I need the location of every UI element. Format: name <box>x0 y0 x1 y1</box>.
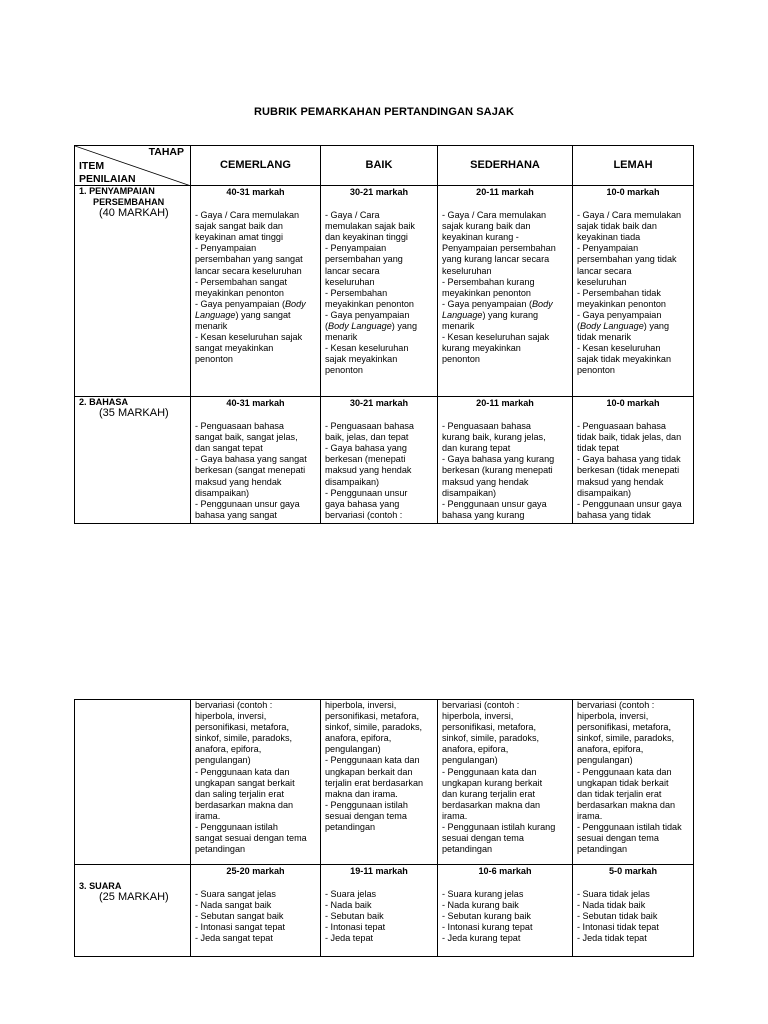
cell-text-line: lancar secara keseluruhan <box>195 265 302 276</box>
cell-text-line: sajak meyakinkan <box>325 354 398 365</box>
cell-text-line: berkesan (kurang menepati <box>442 465 553 476</box>
cell-text-line: hiperbola, inversi, <box>195 711 267 722</box>
cell-text-line: - Persembahan kurang <box>442 276 535 287</box>
cell-text-line: sajak tidak baik dan <box>577 221 657 232</box>
cell-text-line: - Intonasi tidak tepat <box>577 922 659 933</box>
cell-text-line: petandingan <box>325 822 376 833</box>
cell-text-line: - Suara kurang jelas <box>442 889 524 900</box>
cell-text-line: bahasa yang kurang <box>442 509 525 520</box>
criterion-bahasa-continued <box>75 700 191 865</box>
cell-text-line: disampaikan) <box>325 476 380 487</box>
cell-text-line: ungkapan berkait dan <box>325 766 413 777</box>
cell-text-line: bervariasi (contoh : <box>325 509 403 520</box>
cell-text-line: sajak kurang baik dan <box>442 221 531 232</box>
header-item-penilaian: ITEM PENILAIAN <box>79 160 136 185</box>
cell-text-line: dan kurang tepat <box>442 443 511 454</box>
cell-text-line: penonton <box>325 365 363 376</box>
cell-text-line: sinkof, simile, paradoks, <box>442 733 540 744</box>
cell-text-line: personifikasi, metafora, <box>442 722 537 733</box>
cell-suara-sederhana: 10-6 markah - Suara kurang jelas - Nada kurang baik - Sebutan kurang baik - Intonasi kurang tepat - Jeda kurang tepat <box>438 865 573 957</box>
row-suara <box>75 865 694 957</box>
cell-text-line: (Body Language) yang <box>325 321 418 332</box>
header-level-sederhana: SEDERHANA <box>438 146 573 186</box>
row-penyampaian <box>75 186 694 397</box>
cell-text-line: penonton <box>195 354 233 365</box>
cell-text-line: berkesan (tidak menepati <box>577 465 680 476</box>
cell-text-line: - Gaya / Cara memulakan <box>195 210 300 221</box>
cell-text-line: bahasa yang tidak <box>577 509 651 520</box>
cell-text-line: - Penguasaan bahasa <box>442 421 531 432</box>
cell-text-line: - Kesan keseluruhan sajak <box>442 332 550 343</box>
cell-text-line: - Gaya bahasa yang <box>325 443 407 454</box>
cell-text-line: bervariasi (contoh : <box>577 700 655 710</box>
cell-text-line: bahasa yang sangat <box>195 509 277 520</box>
cell-text-line: petandingan <box>195 844 246 855</box>
rubric-table-page2 <box>74 699 694 957</box>
cell-text-line: - Jeda tepat <box>325 933 374 944</box>
cell-text-line: - Gaya bahasa yang tidak <box>577 454 681 465</box>
cell-text-line: sajak sangat baik dan <box>195 221 283 232</box>
cell-text-line: - Penggunaan kata dan <box>195 766 290 777</box>
cell-text-line: maksud yang hendak <box>442 476 529 487</box>
cell-text-line: - Sebutan tidak baik <box>577 911 658 922</box>
cell-penyampaian-lemah: 10-0 markah - Gaya / Cara memulakan sajak tidak baik dan keyakinan tiada - Penyampaian persembahan yang tidak lancar secara keseluruhan - Persembahan tidak meyakinkan penonton - Gaya penyampaian (Body Language) yang tidak menarik - Kesan keseluruhan sajak tidak meyakinkan penonton <box>573 186 694 397</box>
cell-text-line: - Penggunaan kata dan <box>442 766 537 777</box>
cell-text-line: keyakinan tiada <box>577 232 641 243</box>
cell-text-line: hiperbola, inversi, <box>442 711 514 722</box>
cell-text-line: - Penggunaan kata dan <box>325 755 420 766</box>
cell-text-line: sangat meyakinkan <box>195 343 274 354</box>
cell-suara-lemah: 5-0 markah - Suara tidak jelas - Nada tidak baik - Sebutan tidak baik - Intonasi tidak tepat - Jeda tidak tepat <box>573 865 694 957</box>
cell-bahasa-cemerlang: 40-31 markah - Penguasaan bahasa sangat baik, sangat jelas, dan sangat tepat - Gaya bahasa yang sangat berkesan (sangat menepati maksud yang hendak disampaikan) - Penggunaan unsur gaya bahasa yang sangat <box>191 397 321 524</box>
cell-text-line: memulakan sajak baik <box>325 221 415 232</box>
cell-text-line: - Penyampaian <box>577 243 639 254</box>
cell-text-line: - Penyampaian <box>195 243 257 254</box>
header-level-lemah: LEMAH <box>573 146 694 186</box>
cell-text-line: - Kesan keseluruhan sajak <box>195 332 303 343</box>
cell-text-line: - Gaya penyampaian (Body <box>442 298 553 309</box>
cell-text-line: persembahan yang <box>325 254 403 265</box>
cell-text-line: lancar secara <box>325 265 380 276</box>
cell-text-line: sesuai dengan tema <box>442 833 524 844</box>
cell-text-line: yang kurang lancar secara <box>442 254 550 265</box>
header-level-cemerlang: CEMERLANG <box>191 146 321 186</box>
cell-text-line: dan kurang terjalin erat <box>442 788 536 799</box>
cell-text-line: sinkof, simile, paradoks, <box>325 722 423 733</box>
cell-text-line: pengulangan) <box>577 755 633 766</box>
cell-penyampaian-baik: 30-21 markah - Gaya / Cara memulakan sajak baik dan keyakinan tinggi - Penyampaian persembahan yang lancar secara keseluruhan - Persembahan meyakinkan penonton - Gaya penyampaian (Body Language) yang menarik - Kesan keseluruhan sajak meyakinkan penonton <box>321 186 438 397</box>
cell-text-line: - Penggunaan unsur gaya <box>577 498 682 509</box>
cell-text-line: meyakinkan penonton <box>442 287 531 298</box>
cell-text-line: - Suara tidak jelas <box>577 889 650 900</box>
cell-text-line: (Body Language) yang <box>577 321 670 332</box>
cell-suara-cemerlang: 25-20 markah - Suara sangat jelas - Nada sangat baik - Sebutan sangat baik - Intonasi sangat tepat - Jeda sangat tepat <box>191 865 321 957</box>
cell-text-line: anafora, epifora, <box>577 744 644 755</box>
cell-text-line: - Gaya / Cara memulakan <box>442 210 547 221</box>
criterion-suara: 3. SUARA (25 MARKAH) <box>75 865 191 957</box>
cell-text-line: - Gaya / Cara memulakan <box>577 210 682 221</box>
cell-text-line: - Gaya penyampaian <box>577 309 662 320</box>
cell-text-line: - Penguasaan bahasa <box>195 421 284 432</box>
cell-text-line: - Nada tidak baik <box>577 900 646 911</box>
cell-text-line: - Penggunaan unsur gaya <box>195 498 300 509</box>
cell-text-line: sangat baik, sangat jelas, <box>195 432 298 443</box>
cell-text-line: bervariasi (contoh : <box>195 700 273 710</box>
cell-text-line: sesuai dengan tema <box>577 833 659 844</box>
cell-bahasa-cont-cemerlang <box>191 700 321 865</box>
cell-bahasa-baik: 30-21 markah - Penguasaan bahasa baik, jelas, dan tepat - Gaya bahasa yang berkesan (menepati maksud yang hendak disampaikan) - Penggunaan unsur gaya bahasa yang bervariasi (contoh : <box>321 397 438 524</box>
cell-text-line: pengulangan) <box>325 744 381 755</box>
cell-text-line: - Kesan keseluruhan <box>325 343 409 354</box>
cell-text-line: - Gaya penyampaian <box>325 309 410 320</box>
cell-text-line: - Jeda tidak tepat <box>577 933 647 944</box>
cell-text-line: berdasarkan makna dan <box>195 799 294 810</box>
row-bahasa-continued <box>75 700 694 865</box>
cell-text-line: hiperbola, inversi, <box>577 711 649 722</box>
cell-text-line: - Intonasi sangat tepat <box>195 922 285 933</box>
cell-text-line: tidak menarik <box>577 332 632 343</box>
cell-text-line: - Penggunaan istilah kurang <box>442 822 556 833</box>
cell-text-line: berdasarkan makna dan <box>442 799 541 810</box>
cell-text-line: ungkapan kurang berkait <box>442 777 543 788</box>
page-title: RUBRIK PEMARKAHAN PERTANDINGAN SAJAK <box>253 106 515 118</box>
cell-text-line: keyakinan amat tinggi <box>195 232 283 243</box>
cell-text-line: - Penggunaan istilah tidak <box>577 822 682 833</box>
cell-text-line: - Nada kurang baik <box>442 900 519 911</box>
cell-text-line: dan sangat tepat <box>195 443 263 454</box>
cell-text-line: - Nada sangat baik <box>195 900 272 911</box>
cell-text-line: berkesan (menepati <box>325 454 406 465</box>
cell-text-line: dan keyakinan tinggi <box>325 232 408 243</box>
cell-text-line: menarik <box>442 321 475 332</box>
cell-text-line: - Gaya penyampaian (Body <box>195 298 306 309</box>
cell-text-line: disampaikan) <box>577 487 632 498</box>
cell-text-line: petandingan <box>577 844 628 855</box>
cell-text-line: - Jeda kurang tepat <box>442 933 521 944</box>
cell-bahasa-cont-sederhana <box>438 700 573 865</box>
cell-text-line: - Penyampaian <box>325 243 387 254</box>
cell-text-line: petandingan <box>442 844 493 855</box>
row-bahasa <box>75 397 694 524</box>
cell-text-line: makna dan irama. <box>325 788 398 799</box>
cell-text-line: bervariasi (contoh : <box>442 700 520 710</box>
cell-suara-baik: 19-11 markah - Suara jelas - Nada baik - Sebutan baik - Intonasi tepat - Jeda tepat <box>321 865 438 957</box>
cell-text-line: dan saling terjalin erat <box>195 788 284 799</box>
cell-text-line: persembahan yang sangat <box>195 254 303 265</box>
cell-text-line: - Suara jelas <box>325 889 377 900</box>
cell-text-line: maksud yang hendak <box>577 476 664 487</box>
cell-text-line: persembahan yang tidak <box>577 254 677 265</box>
cell-text-line: irama. <box>195 810 221 821</box>
header-level-baik: BAIK <box>321 146 438 186</box>
cell-text-line: - Sebutan kurang baik <box>442 911 531 922</box>
cell-text-line: disampaikan) <box>442 487 497 498</box>
cell-text-line: sesuai dengan tema <box>325 810 407 821</box>
header-corner-cell <box>75 146 191 186</box>
cell-text-line: keseluruhan <box>577 276 627 287</box>
cell-text-line: meyakinkan penonton <box>577 298 666 309</box>
cell-text-line: anafora, epifora, <box>325 733 392 744</box>
cell-text-line: sangat sesuai dengan tema <box>195 833 307 844</box>
cell-text-line: berkesan (sangat menepati <box>195 465 306 476</box>
cell-text-line: personifikasi, metafora, <box>577 722 672 733</box>
cell-text-line: keseluruhan <box>442 265 492 276</box>
cell-text-line: sinkof, simile, paradoks, <box>195 733 293 744</box>
cell-text-line: - Gaya bahasa yang kurang <box>442 454 555 465</box>
cell-text-line: - Suara sangat jelas <box>195 889 276 900</box>
cell-text-line: menarik <box>325 332 358 343</box>
cell-bahasa-cont-baik <box>321 700 438 865</box>
cell-text-line: tidak baik, tidak jelas, dan <box>577 432 682 443</box>
cell-text-line: - Gaya bahasa yang sangat <box>195 454 307 465</box>
cell-text-line: pengulangan) <box>195 755 251 766</box>
cell-text-line: pengulangan) <box>442 755 498 766</box>
cell-text-line: - Penggunaan unsur <box>325 487 408 498</box>
cell-text-line: kurang meyakinkan <box>442 343 521 354</box>
header-row <box>75 146 694 186</box>
cell-text-line: ungkapan sangat berkait <box>195 777 295 788</box>
cell-text-line: - Penggunaan istilah <box>195 822 278 833</box>
cell-text-line: - Intonasi kurang tepat <box>442 922 533 933</box>
cell-text-line: - Sebutan sangat baik <box>195 911 284 922</box>
cell-text-line: keseluruhan <box>325 276 375 287</box>
cell-text-line: berdasarkan makna dan <box>577 799 676 810</box>
cell-bahasa-cont-lemah <box>573 700 694 865</box>
cell-text-line: gaya bahasa yang <box>325 498 400 509</box>
cell-text-line: - Kesan keseluruhan <box>577 343 661 354</box>
cell-text-line: tidak tepat <box>577 443 619 454</box>
cell-text-line: keyakinan kurang - <box>442 232 519 243</box>
cell-text-line: - Intonasi tepat <box>325 922 386 933</box>
cell-text-line: - Penggunaan kata dan <box>577 766 672 777</box>
cell-text-line: sinkof, simile, paradoks, <box>577 733 675 744</box>
cell-text-line: penonton <box>577 365 615 376</box>
cell-text-line: - Penguasaan bahasa <box>577 421 666 432</box>
cell-text-line: - Penguasaan bahasa <box>325 421 414 432</box>
rubric-table-page1 <box>74 145 694 524</box>
cell-text-line: meyakinkan penonton <box>195 287 284 298</box>
criterion-penyampaian: 1. PENYAMPAIAN PERSEMBAHAN (40 MARKAH) <box>75 186 191 397</box>
cell-text-line: - Gaya / Cara <box>325 210 380 221</box>
cell-text-line: irama. <box>442 810 468 821</box>
cell-text-line: baik, jelas, dan tepat <box>325 432 409 443</box>
cell-bahasa-lemah: 10-0 markah - Penguasaan bahasa tidak baik, tidak jelas, dan tidak tepat - Gaya bahasa yang tidak berkesan (tidak menepati maksud yang hendak disampaikan) - Penggunaan unsur gaya bahasa yang tidak <box>573 397 694 524</box>
cell-text-line: hiperbola, inversi, <box>325 700 397 710</box>
cell-text-line: Language) yang kurang <box>442 309 539 320</box>
cell-text-line: Language) yang sangat <box>195 309 291 320</box>
criterion-bahasa: 2. BAHASA (35 MARKAH) <box>75 397 191 524</box>
cell-text-line: terjalin erat berdasarkan <box>325 777 424 788</box>
cell-text-line: - Persembahan sangat <box>195 276 288 287</box>
cell-text-line: - Nada baik <box>325 900 372 911</box>
cell-bahasa-sederhana: 20-11 markah - Penguasaan bahasa kurang baik, kurang jelas, dan kurang tepat - Gaya bahasa yang kurang berkesan (kurang menepati maksud yang hendak disampaikan) - Penggunaan unsur gaya bahasa yang kurang <box>438 397 573 524</box>
cell-text-line: ungkapan tidak berkait <box>577 777 669 788</box>
cell-text-line: anafora, epifora, <box>195 744 262 755</box>
cell-text-line: penonton <box>442 354 480 365</box>
cell-text-line: disampaikan) <box>195 487 250 498</box>
cell-text-line: - Persembahan tidak <box>577 287 661 298</box>
cell-text-line: kurang baik, kurang jelas, <box>442 432 546 443</box>
cell-text-line: maksud yang hendak <box>195 476 282 487</box>
header-tahap: TAHAP <box>148 146 184 158</box>
cell-text-line: - Persembahan <box>325 287 388 298</box>
cell-text-line: personifikasi, metafora, <box>325 711 420 722</box>
cell-text-line: irama. <box>577 810 603 821</box>
cell-penyampaian-sederhana: 20-11 markah - Gaya / Cara memulakan sajak kurang baik dan keyakinan kurang - Penyampaian persembahan yang kurang lancar secara keseluruhan - Persembahan kurang meyakinkan penonton - Gaya penyampaian (Body Language) yang kurang menarik - Kesan keseluruhan sajak kurang meyakinkan penonton <box>438 186 573 397</box>
cell-text-line: sajak tidak meyakinkan <box>577 354 672 365</box>
cell-text-line: - Sebutan baik <box>325 911 384 922</box>
cell-text-line: dan tidak terjalin erat <box>577 788 662 799</box>
cell-text-line: lancar secara <box>577 265 632 276</box>
cell-text-line: maksud yang hendak <box>325 465 412 476</box>
cell-penyampaian-cemerlang: 40-31 markah - Gaya / Cara memulakan sajak sangat baik dan keyakinan amat tinggi - Penyampaian persembahan yang sangat lancar secara keseluruhan - Persembahan sangat meyakinkan penonton - Gaya penyampaian (Body Language) yang sangat menarik - Kesan keseluruhan sajak sangat meyakinkan penonton <box>191 186 321 397</box>
cell-text-line: personifikasi, metafora, <box>195 722 290 733</box>
cell-text-line: anafora, epifora, <box>442 744 509 755</box>
cell-text-line: - Penggunaan istilah <box>325 799 408 810</box>
cell-text-line: - Jeda sangat tepat <box>195 933 273 944</box>
cell-text-line: Penyampaian persembahan <box>442 243 556 254</box>
cell-text-line: menarik <box>195 321 228 332</box>
cell-text-line: meyakinkan penonton <box>325 298 414 309</box>
cell-text-line: - Penggunaan unsur gaya <box>442 498 547 509</box>
